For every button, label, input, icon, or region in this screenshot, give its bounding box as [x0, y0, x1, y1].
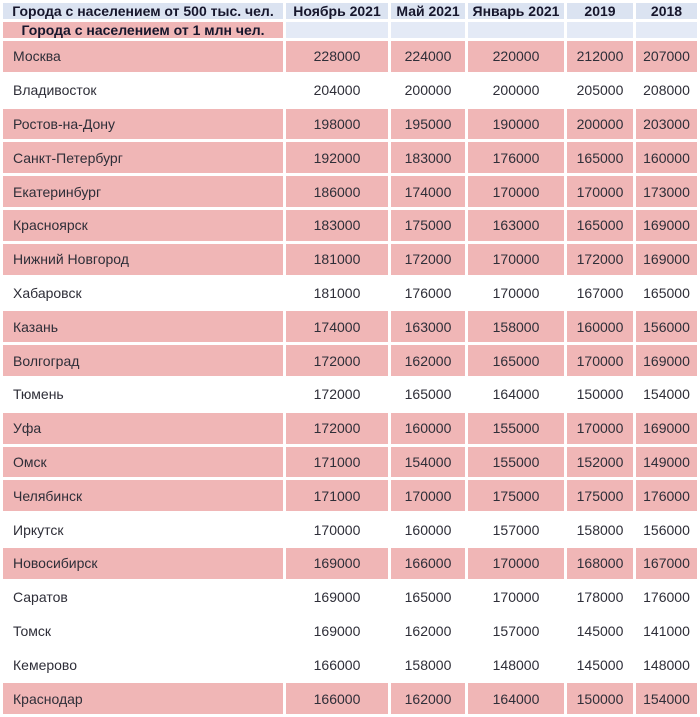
value-cell: 178000: [567, 582, 633, 613]
value-cell: 154000: [636, 379, 697, 410]
value-cell: 165000: [468, 345, 564, 376]
value-cell: 200000: [391, 75, 465, 106]
value-cell: 155000: [468, 447, 564, 478]
value-cell: 157000: [468, 514, 564, 545]
value-cell: 170000: [468, 176, 564, 207]
city-name-cell: Кемерово: [3, 649, 283, 680]
value-cell: 175000: [468, 480, 564, 511]
value-cell: 172000: [286, 345, 388, 376]
value-cell: 170000: [567, 345, 633, 376]
subheader-empty-cell: [567, 22, 633, 38]
value-cell: 176000: [636, 582, 697, 613]
value-cell: 158000: [391, 649, 465, 680]
value-cell: 176000: [636, 480, 697, 511]
value-cell: 207000: [636, 41, 697, 72]
city-name-cell: Челябинск: [3, 480, 283, 511]
column-header-nov-2021: Ноябрь 2021: [286, 3, 388, 19]
value-cell: 149000: [636, 447, 697, 478]
value-cell: 157000: [468, 616, 564, 647]
value-cell: 155000: [468, 413, 564, 444]
city-name-cell: Иркутск: [3, 514, 283, 545]
city-name-cell: Омск: [3, 447, 283, 478]
city-name-cell: Нижний Новгород: [3, 244, 283, 275]
city-row: [3, 379, 697, 410]
value-cell: 208000: [636, 75, 697, 106]
value-cell: 156000: [636, 311, 697, 342]
value-cell: 150000: [567, 379, 633, 410]
city-name-cell: Краснодар: [3, 683, 283, 714]
value-cell: 171000: [286, 447, 388, 478]
value-cell: 165000: [391, 582, 465, 613]
city-name-cell: Владивосток: [3, 75, 283, 106]
value-cell: 167000: [567, 278, 633, 309]
value-cell: 160000: [391, 413, 465, 444]
value-cell: 170000: [286, 514, 388, 545]
value-cell: 158000: [468, 311, 564, 342]
value-cell: 170000: [567, 413, 633, 444]
city-row: [3, 413, 697, 444]
city-name-cell: Красноярск: [3, 210, 283, 241]
value-cell: 181000: [286, 278, 388, 309]
value-cell: 173000: [636, 176, 697, 207]
value-cell: 195000: [391, 109, 465, 140]
value-cell: 171000: [286, 480, 388, 511]
value-cell: 169000: [636, 345, 697, 376]
column-header-may-2021: Май 2021: [391, 3, 465, 19]
city-name-cell: Уфа: [3, 413, 283, 444]
city-row: [3, 142, 697, 173]
value-cell: 169000: [286, 548, 388, 579]
value-cell: 165000: [567, 210, 633, 241]
value-cell: 192000: [286, 142, 388, 173]
city-row: [3, 548, 697, 579]
subheader-empty-cell: [468, 22, 564, 38]
city-name-cell: Хабаровск: [3, 278, 283, 309]
city-name-cell: Санкт-Петербург: [3, 142, 283, 173]
value-cell: 165000: [636, 278, 697, 309]
value-cell: 176000: [391, 278, 465, 309]
value-cell: 170000: [468, 244, 564, 275]
city-row: [3, 447, 697, 478]
value-cell: 186000: [286, 176, 388, 207]
value-cell: 148000: [636, 649, 697, 680]
value-cell: 165000: [391, 379, 465, 410]
value-cell: 175000: [567, 480, 633, 511]
value-cell: 160000: [636, 142, 697, 173]
value-cell: 172000: [286, 379, 388, 410]
value-cell: 162000: [391, 616, 465, 647]
city-row: [3, 278, 697, 309]
city-name-cell: Москва: [3, 41, 283, 72]
value-cell: 165000: [567, 142, 633, 173]
value-cell: 198000: [286, 109, 388, 140]
value-cell: 160000: [567, 311, 633, 342]
value-cell: 170000: [567, 176, 633, 207]
value-cell: 160000: [391, 514, 465, 545]
value-cell: 174000: [286, 311, 388, 342]
value-cell: 156000: [636, 514, 697, 545]
value-cell: 168000: [567, 548, 633, 579]
header-row: [3, 3, 697, 19]
city-row: [3, 582, 697, 613]
city-name-cell: Волгоград: [3, 345, 283, 376]
value-cell: 164000: [468, 379, 564, 410]
city-row: [3, 683, 697, 714]
value-cell: 169000: [636, 210, 697, 241]
value-cell: 212000: [567, 41, 633, 72]
city-name-cell: Саратов: [3, 582, 283, 613]
value-cell: 220000: [468, 41, 564, 72]
city-row: [3, 514, 697, 545]
value-cell: 166000: [286, 683, 388, 714]
city-name-cell: Ростов-на-Дону: [3, 109, 283, 140]
value-cell: 224000: [391, 41, 465, 72]
value-cell: 181000: [286, 244, 388, 275]
column-header-2019: 2019: [567, 3, 633, 19]
value-cell: 166000: [286, 649, 388, 680]
value-cell: 183000: [391, 142, 465, 173]
subheader-row: [3, 22, 697, 38]
city-row: [3, 41, 697, 72]
value-cell: 203000: [636, 109, 697, 140]
value-cell: 170000: [468, 582, 564, 613]
column-header-2018: 2018: [636, 3, 697, 19]
value-cell: 200000: [567, 109, 633, 140]
city-row: [3, 75, 697, 106]
subheader-empty-cell: [391, 22, 465, 38]
value-cell: 148000: [468, 649, 564, 680]
table-header: [3, 3, 697, 38]
value-cell: 145000: [567, 649, 633, 680]
city-name-cell: Казань: [3, 311, 283, 342]
value-cell: 205000: [567, 75, 633, 106]
value-cell: 172000: [286, 413, 388, 444]
value-cell: 170000: [391, 480, 465, 511]
value-cell: 169000: [286, 582, 388, 613]
city-row: [3, 649, 697, 680]
city-row: [3, 109, 697, 140]
value-cell: 169000: [636, 244, 697, 275]
value-cell: 228000: [286, 41, 388, 72]
value-cell: 169000: [286, 616, 388, 647]
value-cell: 167000: [636, 548, 697, 579]
value-cell: 166000: [391, 548, 465, 579]
value-cell: 162000: [391, 683, 465, 714]
value-cell: 183000: [286, 210, 388, 241]
value-cell: 145000: [567, 616, 633, 647]
value-cell: 163000: [391, 311, 465, 342]
city-row: [3, 480, 697, 511]
value-cell: 150000: [567, 683, 633, 714]
city-name-cell: Екатеринбург: [3, 176, 283, 207]
city-row: [3, 616, 697, 647]
value-cell: 176000: [468, 142, 564, 173]
value-cell: 141000: [636, 616, 697, 647]
value-cell: 169000: [636, 413, 697, 444]
city-row: [3, 345, 697, 376]
value-cell: 162000: [391, 345, 465, 376]
value-cell: 170000: [468, 278, 564, 309]
value-cell: 190000: [468, 109, 564, 140]
column-header-jan-2021: Январь 2021: [468, 3, 564, 19]
value-cell: 163000: [468, 210, 564, 241]
value-cell: 158000: [567, 514, 633, 545]
table-body: [3, 41, 697, 714]
city-row: [3, 244, 697, 275]
city-row: [3, 311, 697, 342]
value-cell: 172000: [567, 244, 633, 275]
subheader-empty-cell: [286, 22, 388, 38]
value-cell: 172000: [391, 244, 465, 275]
city-name-cell: Томск: [3, 616, 283, 647]
value-cell: 204000: [286, 75, 388, 106]
subheader-empty-cell: [636, 22, 697, 38]
value-cell: 175000: [391, 210, 465, 241]
value-cell: 154000: [636, 683, 697, 714]
city-row: [3, 210, 697, 241]
value-cell: 170000: [468, 548, 564, 579]
column-header-cities: Города с населением от 500 тыс. чел.: [3, 3, 283, 19]
value-cell: 164000: [468, 683, 564, 714]
city-name-cell: Новосибирск: [3, 548, 283, 579]
subheader-label: Города с населением от 1 млн чел.: [3, 22, 283, 38]
value-cell: 154000: [391, 447, 465, 478]
value-cell: 200000: [468, 75, 564, 106]
value-cell: 174000: [391, 176, 465, 207]
city-row: [3, 176, 697, 207]
city-name-cell: Тюмень: [3, 379, 283, 410]
value-cell: 152000: [567, 447, 633, 478]
